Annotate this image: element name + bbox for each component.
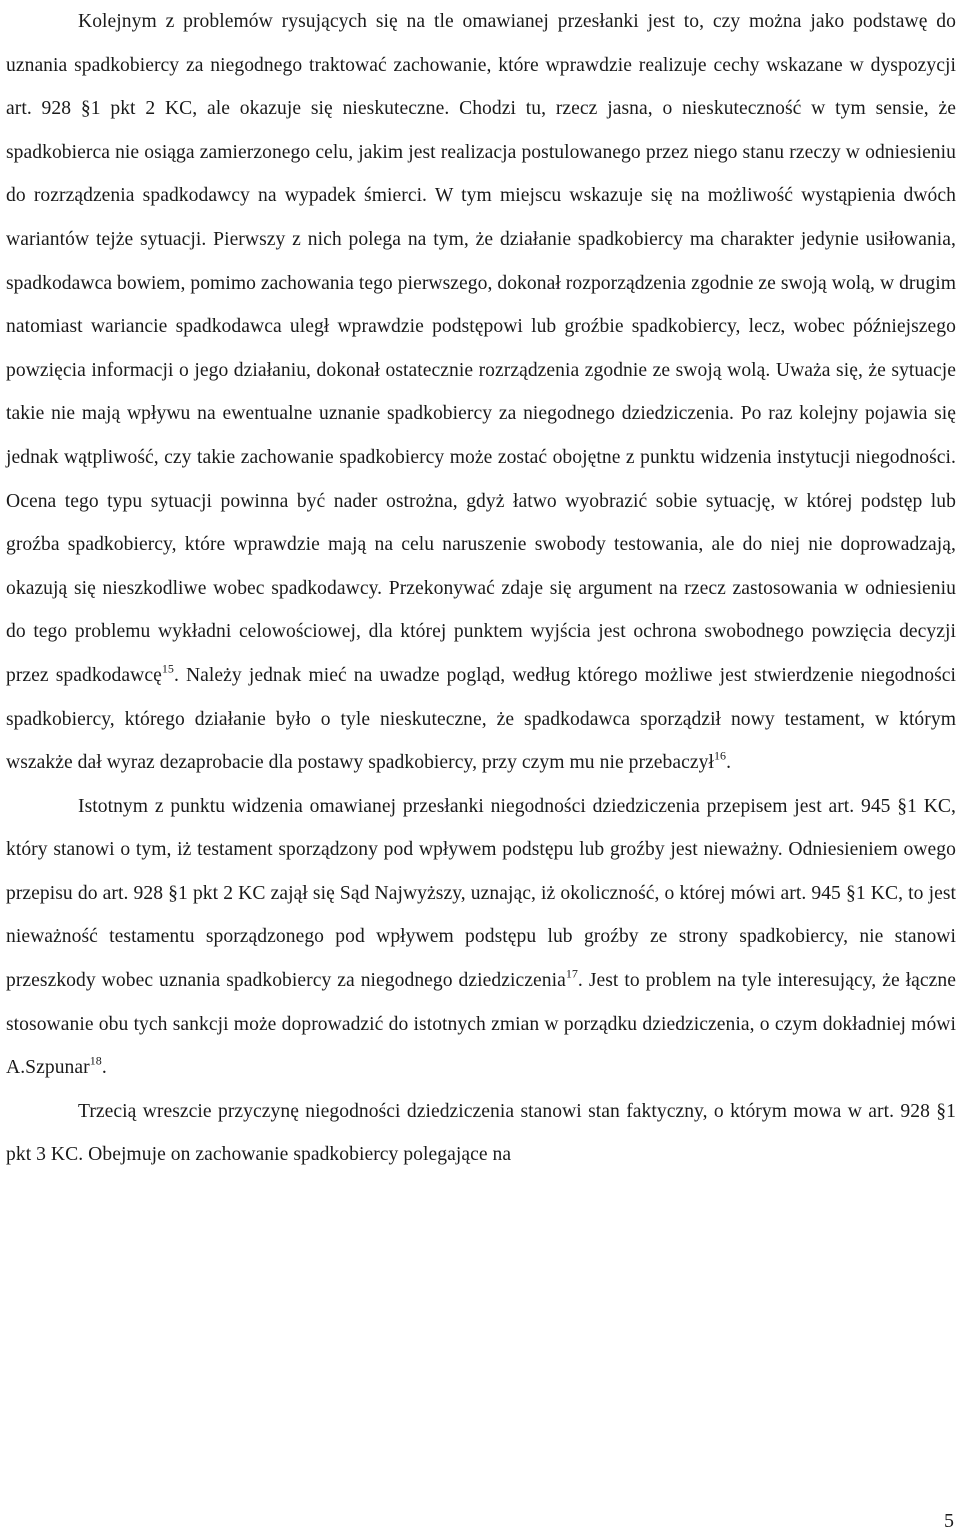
paragraph-text: Trzecią wreszcie przyczynę niegodności dziedziczenia stanowi stan faktyczny, o którym mowa w art. 928 §1 pkt 3 KC. Obejmuje on zachowanie spadkobiercy polegające na [6,1100,956,1166]
footnote-ref-15[interactable]: 15 [161,661,174,676]
footnote-ref-16[interactable]: 16 [713,748,727,763]
paragraph-text: Istotnym z punktu widzenia omawianej przesłanki niegodności dziedziczenia przepisem jest art. 945 §1 KC, który stanowi o tym, iż testament sporządzony pod wpływem podstępu lub groźby jest nieważny. Odniesieniem owego przepisu do art. 928 §1 pkt 2 KC zajął się Sąd Najwyższy, uznając, iż okoliczność, o której mówi art. 945 §1 KC, to jest nieważność testamentu sporządzonego pod wpływem podstępu lub groźby ze strony spadkobiercy, nie stanowi przeszkody wobec uznania spadkobiercy za niegodnego dziedziczenia [6,795,956,992]
footnote-ref-18[interactable]: 18 [89,1053,102,1068]
page-number: 5 [944,1510,954,1532]
paragraph-text: . Jest to problem na tyle interesujący, że łączne stosowanie obu tych sankcji może doprowadzić do istotnych zmian w porządku dziedziczenia, o czym dokładniej mówi A.Szpunar [6,970,956,1079]
paragraph-2 [6,785,956,1090]
paragraph-1 [6,0,956,785]
paragraph-text: . Należy jednak mieć na uwadze pogląd, według którego możliwe jest stwierdzenie niegodności spadkobiercy, którego działanie było o tyle nieskuteczne, że spadkodawca sporządził nowy testament, w którym wszakże dał wyraz dezaprobacie dla postawy spadkobiercy, przy czym mu nie przebaczył [6,664,956,774]
paragraph-text: . [726,752,732,774]
paragraph-text: Kolejnym z problemów rysujących się na tle omawianej przesłanki jest to, czy można jako podstawę do uznania spadkobiercy za niegodnego traktować zachowanie, które wprawdzie realizuje cechy wskazane w dyspozycji art. 928 §1 pkt 2 KC, ale okazuje się nieskuteczne. Chodzi tu, rzecz jasna, o nieskuteczność w tym sensie, że spadkobierca nie osiąga zamierzonego celu, jakim jest realizacja postulowanego przez niego stanu rzeczy w odniesieniu do rozrządzenia spadkodawcy na wypadek śmierci. W tym miejscu wskazuje się na możliwość wystąpienia dwóch wariantów tejże sytuacji. Pierwszy z nich polega na tym, że działanie spadkobiercy ma charakter jedynie usiłowania, spadkodawca bowiem, pomimo zachowania tego pierwszego, dokonał rozporządzenia zgodnie ze swoją wolą, w drugim natomiast wariancie spadkodawca uległ wprawdzie podstępowi lub groźbie spadkobiercy, lecz, wobec późniejszego powzięcia informacji o jego działaniu, dokonał ostatecznie rozrządzenia zgodnie ze swoją wolą. Uważa się, że sytuacje takie nie mają wpływu na ewentualne uznanie spadkobiercy za niegodnego dziedziczenia. Po raz kolejny pojawia się jednak wątpliwość, czy takie zachowanie spadkobiercy może zostać obojętne z punktu widzenia instytucji niegodności. Ocena tego typu sytuacji powinna być nader ostrożna, gdyż łatwo wyobrazić sobie sytuację, w której podstęp lub groźba spadkobiercy, które wprawdzie mają na celu naruszenie swobody testowania, ale do niej nie doprowadzają, okazują się nieszkodliwe wobec spadkodawcy. Przekonywać zdaje się argument na rzecz zastosowania w odniesieniu do tego problemu wykładni celowościowej, dla której punktem wyjścia jest ochrona swobodnego powzięcia decyzji przez spadkodawcę [6,11,956,686]
paragraph-text: . [101,1057,107,1079]
body-text [6,0,956,1177]
footnote-ref-17[interactable]: 17 [565,966,578,981]
paragraph-3 [6,1090,956,1177]
